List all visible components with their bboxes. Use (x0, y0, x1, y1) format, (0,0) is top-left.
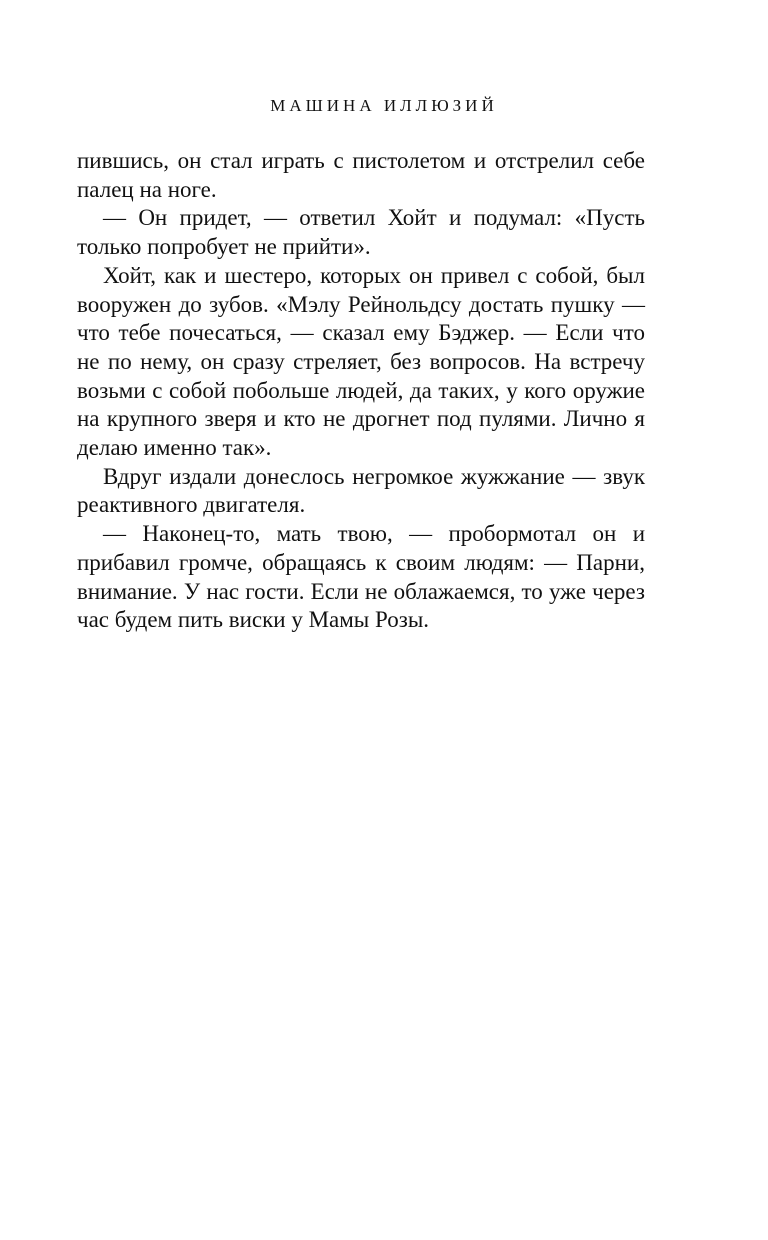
body-text (77, 147, 645, 635)
paragraph-2: — Он придет, — ответил Хойт и подумал: «Пусть только попробует не прийти». (77, 205, 645, 260)
paragraph-4: Вдруг издали донеслось негромкое жужжание — звук реактивного двигателя. (77, 463, 645, 518)
paragraph-5: — Наконец-то, мать твою, — пробормотал он и прибавил громче, обращаясь к своим людям: — Парни, внимание. У нас гости. Если не облажаемся, то уже через час будем пить виски у Мамы Розы. (77, 521, 645, 633)
paragraph-1: пившись, он стал играть с пистолетом и отстрелил себе палец на ноге. (77, 148, 645, 202)
paragraph-3: Хойт, как и шестеро, которых он привел с собой, был вооружен до зубов. «Мэлу Рейнольдсу достать пушку — что тебе почесаться, — сказал ему Бэджер. — Если что не по нему, он сразу стреляет, без вопросов. На встречу возьми с собой побольше людей, да таких, у кого оружие на крупного зверя и кто не дрогнет под пулями. Лично я делаю именно так». (77, 262, 645, 461)
running-head: МАШИНА ИЛЛЮЗИЙ (270, 96, 498, 115)
